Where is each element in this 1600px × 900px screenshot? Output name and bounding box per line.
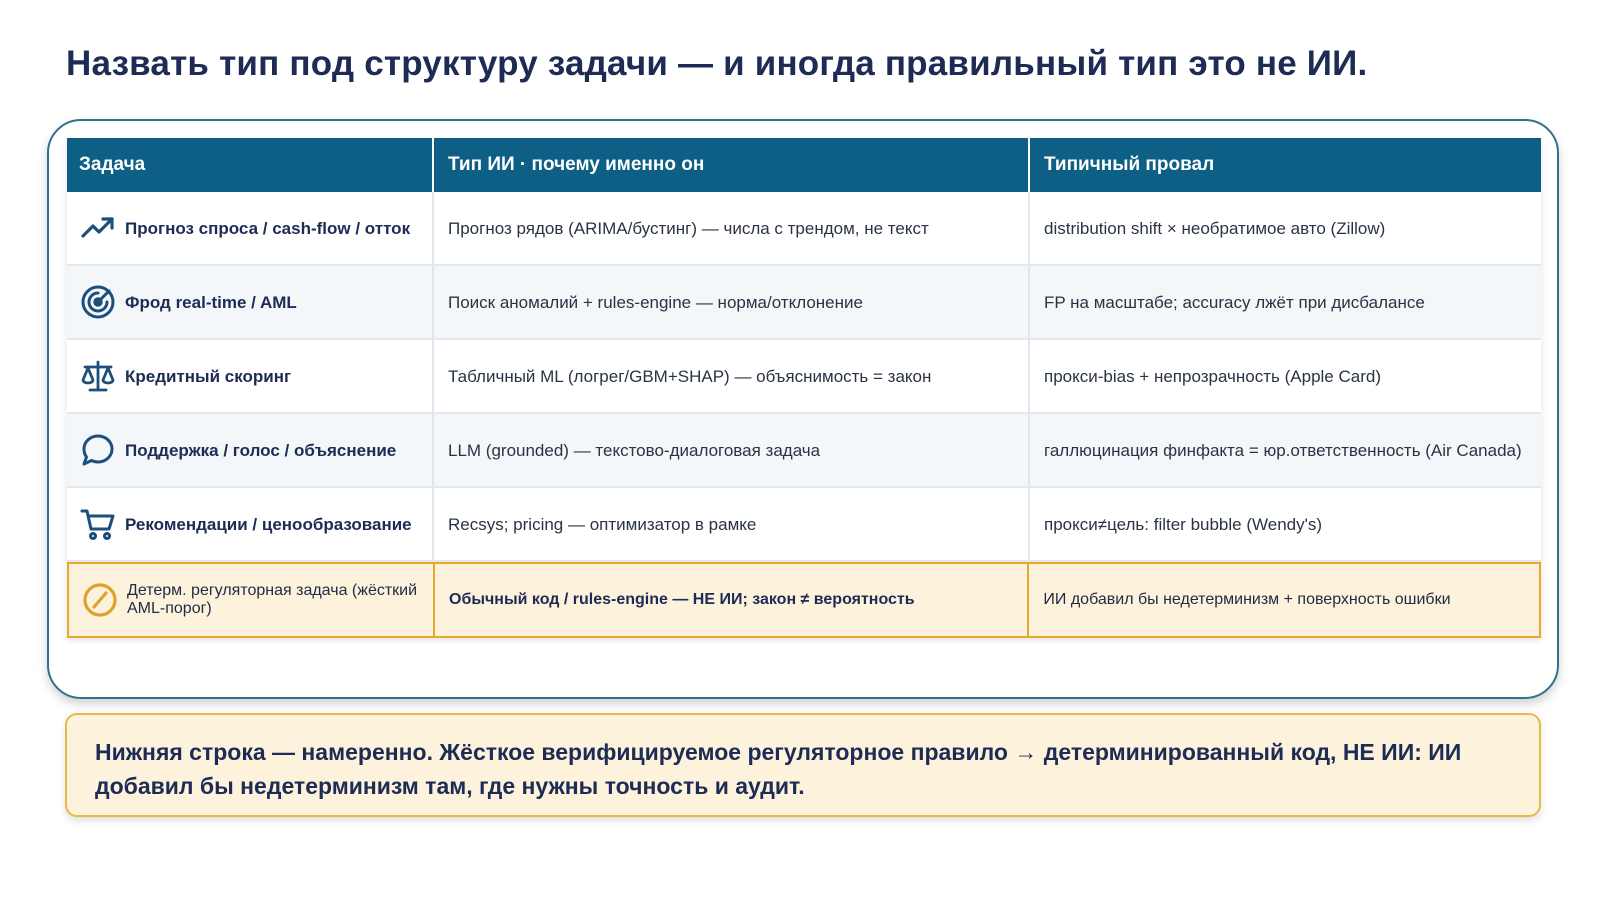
chat-bubble-icon (79, 431, 117, 469)
task-cell (67, 414, 434, 486)
failure-cell: ИИ добавил бы недетерминизм + поверхность ошибки (1043, 591, 1451, 608)
table-header-row (67, 138, 1541, 192)
table-row (67, 340, 1541, 414)
header-ai-type: Тип ИИ · почему именно он (434, 138, 1030, 192)
task-cell (69, 564, 435, 636)
header-failure: Типичный провал (1044, 154, 1215, 175)
task-label: Фрод real-time / AML (125, 292, 297, 312)
task-table (67, 138, 1541, 638)
task-label: Поддержка / голос / объяснение (125, 440, 397, 460)
trend-up-icon (79, 209, 117, 247)
table-row (67, 414, 1541, 488)
failure-cell: FP на масштабе; accuracy лжёт при дисбалансе (1044, 292, 1425, 312)
ai-type-cell: Табличный ML (логрег/GBM+SHAP) — объяснимость = закон (434, 340, 1030, 412)
failure-cell: прокси-bias + непрозрачность (Apple Card) (1044, 366, 1381, 386)
task-label: Кредитный скоринг (125, 366, 292, 386)
header-task: Задача (67, 138, 434, 192)
failure-cell: прокси≠цель: filter bubble (Wendy's) (1044, 514, 1323, 534)
scales-icon (79, 357, 117, 395)
shopping-cart-icon (79, 505, 117, 543)
task-cell (67, 192, 434, 264)
radar-icon (79, 283, 117, 321)
ai-type-cell: Recsys; pricing — оптимизатор в рамке (434, 488, 1030, 560)
table-row (67, 266, 1541, 340)
ai-type-cell: Обычный код / rules-engine — НЕ ИИ; закон ≠ вероятность (435, 564, 1029, 636)
task-label: Детерм. регуляторная задача (жёсткий AML-порог) (127, 582, 418, 617)
table-row (67, 488, 1541, 562)
ai-type-cell: Поиск аномалий + rules-engine — норма/отклонение (434, 266, 1030, 338)
task-cell (67, 266, 434, 338)
page-title: Назвать тип под структуру задачи — и иногда правильный тип это не ИИ. (66, 44, 1368, 83)
ai-type-cell: LLM (grounded) — текстово-диалоговая задача (434, 414, 1030, 486)
summary-note: Нижняя строка — намеренно. Жёсткое верифицируемое регуляторное правило → детерминированный код, НЕ ИИ: ИИ добавил бы недетерминизм там, где нужны точность и аудит. (65, 713, 1541, 817)
failure-cell: distribution shift × необратимое авто (Zillow) (1044, 218, 1386, 238)
table-row-highlighted (67, 562, 1541, 638)
task-label: Прогноз спроса / cash-flow / отток (125, 218, 411, 238)
task-cell (67, 340, 434, 412)
prohibited-icon (81, 581, 119, 619)
table-row (67, 192, 1541, 266)
task-label: Рекомендации / ценообразование (125, 514, 412, 534)
ai-type-cell: Прогноз рядов (ARIMA/бустинг) — числа с трендом, не текст (434, 192, 1030, 264)
task-cell (67, 488, 434, 560)
failure-cell: галлюцинация финфакта = юр.ответственность (Air Canada) (1044, 440, 1522, 460)
